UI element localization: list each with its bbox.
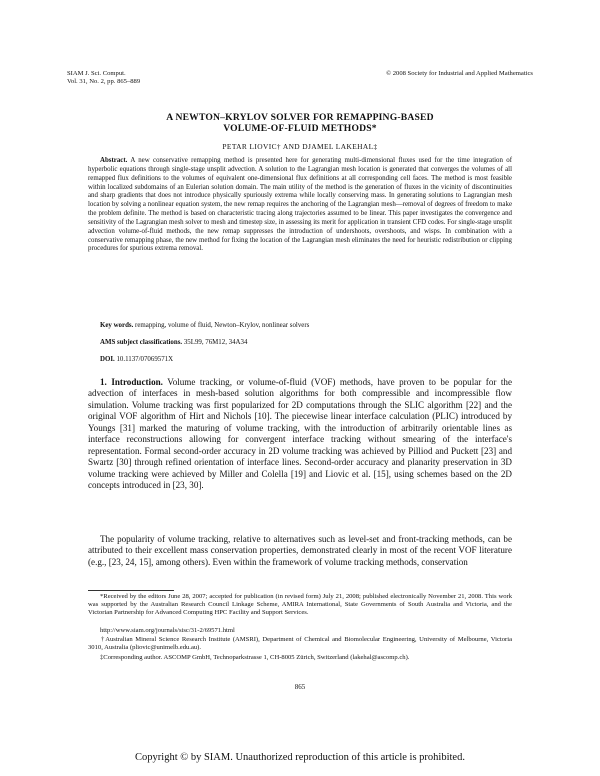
ams-classifications xyxy=(88,338,512,347)
section-heading-introduction: 1. Introduction. xyxy=(100,377,163,387)
abstract-text: A new conservative remapping method is presented here for generating multi-dimensional fluxes used for the time integration of hyperbolic equations through single-stage unsplit advection. A solution to the Lagrangian mesh location is generated that converges the volumes of all remapped flux definitions to the volumes of equivalent one-dimensional flux definitions at all corresponding cell faces. The method is most feasible within localized subdomains of an Eulerian solution domain. The main utility of the method is the generation of fluxes in the vicinity of discontinuities and sharp gradients that does not introduce physically spuriously extrema while locally conserving mass. In generating solutions to Lagrangian mesh location by solving a nonlinear equation system, the new remap requires the anchoring of the Lagrangian mesh—removal of degrees of freedom to make the problem definite. The method is based on characteristic tracing along trajectories assumed to be linear. This paper investigates the convergence and sensitivity of the Lagrangian mesh solver to mesh and timestep size, in assessing its merit for application in transient CFD codes. For single-stage unsplit advection volume-of-fluid methods, the new remap suppresses the introduction of undershoots, overshoots, and wisps. In combination with a conservative remapping phase, the new method for fixing the location of the Lagrangian mesh eliminates the need for heuristic redistribution or clipping procedures for spurious extrema removal. xyxy=(88,157,512,253)
citation-link[interactable]: [23, 24, 15] xyxy=(108,556,152,567)
citation-link[interactable]: [31] xyxy=(119,422,135,433)
intro-text: marked the maturing of volume tracking, with the introduction of arbitrarily orientable lines as interface reconstructions allowing for convergent interface tracking without smearing of the interface's representation. Formal second-order accuracy in 2D volume tracking was achieved by Pilliod and Puckett xyxy=(88,422,512,456)
intro-paragraph-2 xyxy=(88,534,512,568)
intro-paragraph-1 xyxy=(88,377,512,492)
copyright-notice: © 2008 Society for Industrial and Applied Mathematics xyxy=(386,70,533,77)
footnote-url[interactable]: http://www.siam.org/journals/sisc/31-2/69571.html xyxy=(100,627,235,634)
footnote-received-text: *Received by the editors June 28, 2007; accepted for publication (in revised form) July 21, 2008; published electronically November 21, 2008. This work was supported by the Australian Research Council Linkage Scheme, AMIRA International, State Governments of South Australia and Victoria, and the Victorian Partnership for Advanced Computing HPC Facility and Support Services. xyxy=(88,593,512,617)
intro-text: and Swartz xyxy=(88,445,512,468)
ams-label: AMS subject classifications. xyxy=(100,339,183,346)
citation-link[interactable]: [22] xyxy=(466,399,482,410)
intro-text: and Liovic et al. xyxy=(305,468,374,479)
citation-link[interactable]: [30] xyxy=(116,457,132,468)
citation-link[interactable]: [15] xyxy=(373,468,389,479)
footnote-author-2 xyxy=(88,654,512,662)
intro-text: Volume tracking, or volume-of-fluid (VOF) methods, have proven to be popular for the advection of interfaces in mesh-based solution algorithms for both compressible and incompressible flow simulation. Volume tracking was first popularized for 2D computations through the SLIC algorithm xyxy=(88,377,512,410)
doi-link[interactable]: 10.1137/07069571X xyxy=(116,356,174,363)
citation-link[interactable]: [19] xyxy=(290,468,306,479)
intro-text: and the original VOF algorithm of Hirt and Nichols xyxy=(88,399,512,422)
keywords-text: remapping, volume of fluid, Newton–Krylov, nonlinear solvers xyxy=(135,322,310,329)
intro-text: . The piecewise linear interface calculation (PLIC) introduced by Youngs xyxy=(88,411,512,433)
authors: PETAR LIOVIC† AND DJAMEL LAKEHAL‡ xyxy=(222,142,378,151)
abstract-label: Abstract. xyxy=(100,157,128,164)
citation-link[interactable]: [23, 30] xyxy=(172,480,202,491)
intro-text: . xyxy=(201,480,204,491)
intro-text: through refined orientation of interface lines. Second-order accuracy and planarity preservation in 3D volume tracking were achieved by Miller and Colella xyxy=(88,457,512,479)
journal-name: SIAM J. Sci. Comput. xyxy=(67,70,126,77)
intro-text: , using schemes based on the 2D concepts introduced in xyxy=(88,468,512,491)
journal-volume: Vol. 31, No. 2, pp. 865–889 xyxy=(67,78,141,85)
footnote-author-1 xyxy=(88,636,512,652)
keywords xyxy=(88,321,512,330)
copyright-footer: Copyright © by SIAM. Unauthorized reproduction of this article is prohibited. xyxy=(135,752,465,763)
keywords-label: Key words. xyxy=(100,322,134,329)
doi-label: DOI. xyxy=(100,356,115,363)
footnote-received xyxy=(88,593,512,617)
footnote-author-1-text: †Australian Mineral Science Research Institute (AMSRI), Department of Chemical and Biomolecular Engineering, University of Melbourne, Victoria 3010, Australia (pliovic@unimelb.edu.au). xyxy=(88,636,512,652)
citation-link[interactable]: [23] xyxy=(481,445,497,456)
page-number: 865 xyxy=(294,683,306,691)
paper-title-line-2: VOLUME-OF-FLUID METHODS* xyxy=(223,123,377,134)
footnote-divider xyxy=(88,590,174,591)
paper-title-line-1: A NEWTON–KRYLOV SOLVER FOR REMAPPING-BASED xyxy=(166,112,434,123)
citation-link[interactable]: [10] xyxy=(254,411,270,422)
abstract xyxy=(88,157,512,254)
ams-text: 35L99, 76M12, 34A34 xyxy=(183,339,248,346)
footnote-author-2-text: ‡Corresponding author. ASCOMP GmbH, Technoparkstrasse 1, CH-8005 Zürich, Switzerland (lakehal@ascomp.ch). xyxy=(100,654,410,661)
intro-text: The popularity of volume tracking, relative to alternatives such as level-set and front-tracking methods, can be attributed to their excellent mass conservation properties, demonstrated clearly in most of the recent VOF literature (e.g., xyxy=(88,534,512,567)
doi xyxy=(88,355,512,364)
intro-text: , among others). Even within the framework of volume tracking methods, conservation xyxy=(151,556,468,567)
